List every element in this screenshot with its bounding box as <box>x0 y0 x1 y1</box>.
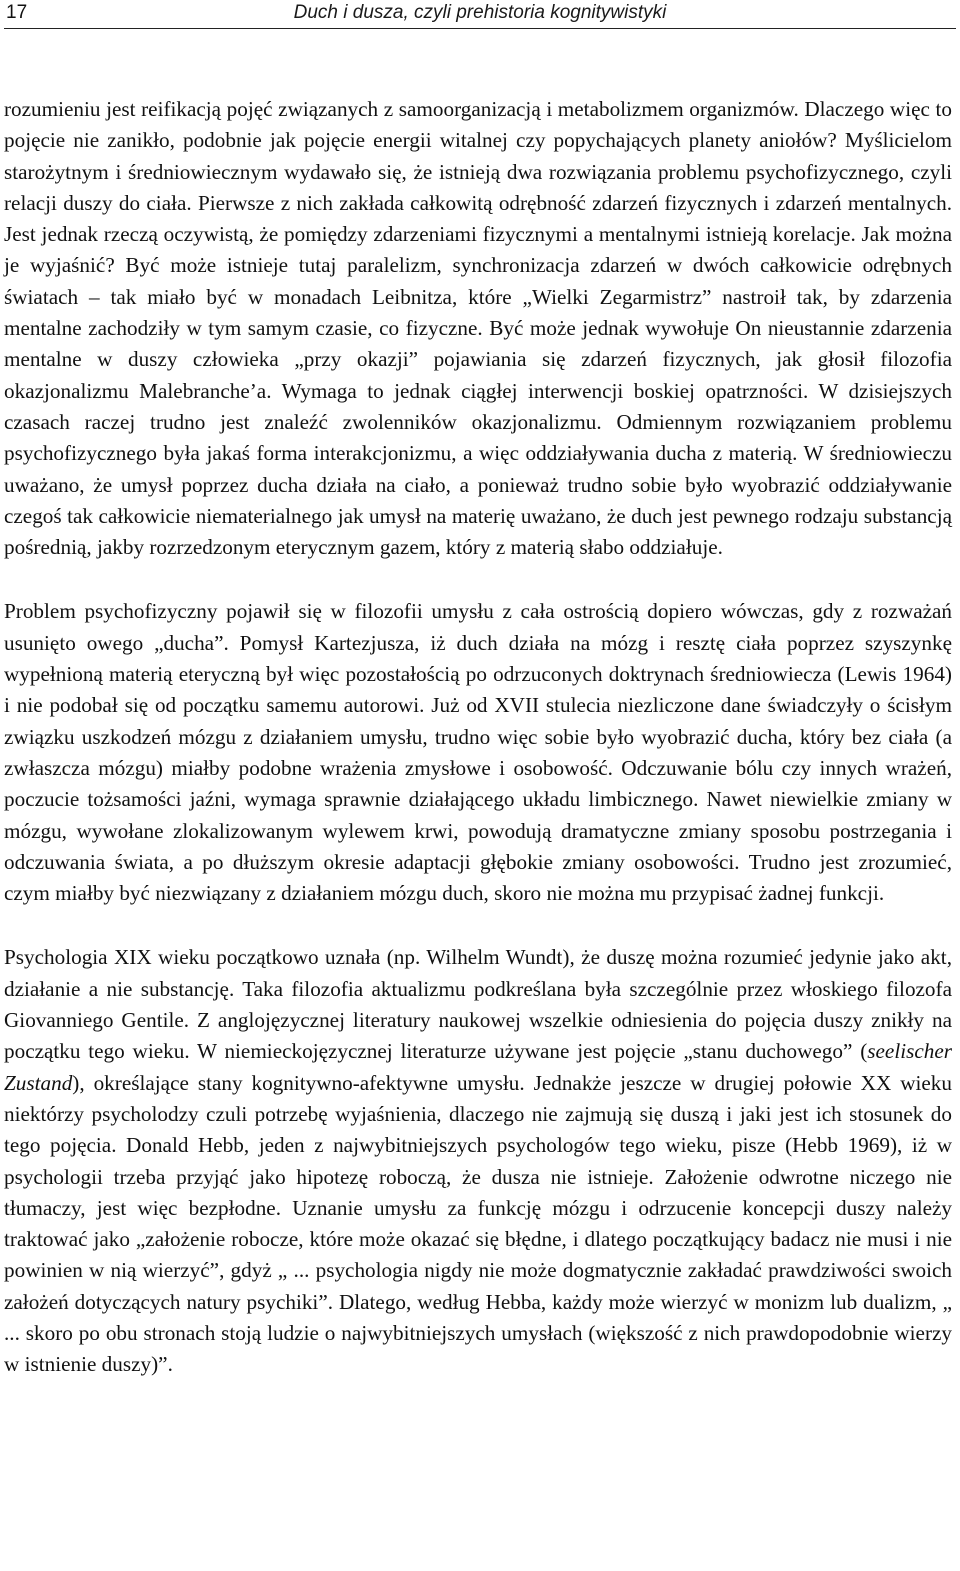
paragraph-2: Problem psychofizyczny pojawił się w filozofii umysłu z cała ostrością dopiero wówczas, gdy z rozważań usunięto owego „ducha”. Pomysł Kartezjusza, iż duch działa na mózg i resztę ciała poprzez szyszynkę wypełnioną materią eteryczną był więc pozostałością po odrzuconych doktrynach średniowiecza (Lewis 1964) i nie podobał się od początku samemu autorowi. Już od XVII stulecia niezliczone dane świadczyły o ścisłym związku uszkodzeń mózgu z działaniem umysłu, trudno więc sobie było wyobrazić ducha, który bez ciała (a zwłaszcza mózgu) miałby podobne wrażenia zmysłowe i osobowość. Odczuwanie bólu czy innych wrażeń, poczucie tożsamości jaźni, wymaga sprawnie działającego układu limbicznego. Nawet niewielkie zmiany w mózgu, wywołane zlokalizowanym wylewem krwi, powodują dramatyczne zmiany sposobu postrzegania i odczuwania świata, a po dłuższym okresie adaptacji głębokie zmiany osobowości. Trudno jest zrozumieć, czym miałby być niezwiązany z działaniem mózgu duch, skoro nie można mu przypisać żadnej funkcji. <box>4 599 952 906</box>
body-text <box>4 94 952 1381</box>
paragraph-3 <box>4 942 952 1380</box>
paragraph-3-text-end: ), określające stany kognitywno-afektywne umysłu. Jednakże jeszcze w drugiej połowie XX wieku niektórzy psycholodzy czuli potrzebę wyjaśnienia, dlaczego nie zajmują się duszą i jaki jest ich stosunek do tego pojęcia. Donald Hebb, jeden z najwybitniejszych psychologów tego wieku, pisze (Hebb 1969), iż w psychologii trzeba przyjąć jako hipotezę roboczą, że dusza nie istnieje. Założenie odwrotne niczego nie tłumaczy, jest więc bezpłodne. Uznanie umysłu za funkcję mózgu i odrzucenie koncepcji duszy należy traktować jako „założenie robocze, które może okazać się błędne, i dlatego początkujący badacz nie musi i nie powinien w nią wierzyć”, gdyż „ ... psychologia nigdy nie może dogmatycznie zakładać prawdziwości swoich założeń dotyczących natury psychiki”. Dlatego, według Hebba, każdy może wierzyć w monizm lub dualizm, „ ... skoro po obu stronach stoją ludzie o najwybitniejszych umysłach (większość z nich prawdopodobnie wierzy w istnienie duszy)”. <box>4 1070 952 1377</box>
paragraph-3-text-start: Psychologia XIX wieku początkowo uznała (np. Wilhelm Wundt), że duszę można rozumieć jedynie jako akt, działanie a nie substancję. Taka filozofia aktualizmu podkreślana była szczególnie przez włoskiego filozofa Giovanniego Gentile. Z anglojęzycznej literatury naukowej wszelkie odniesienia do pojęcia duszy znikły na początku tego wieku. W niemieckojęzycznej literaturze używane jest pojęcie „stanu duchowego” ( <box>4 945 952 1064</box>
page-number: 17 <box>6 2 28 23</box>
page-header <box>4 0 956 29</box>
italic-term: seelischer Zustand <box>4 1039 952 1095</box>
running-title: Duch i dusza, czyli prehistoria kognitywistyki <box>293 2 667 23</box>
paragraph-1: rozumieniu jest reifikacją pojęć związanych z samoorganizacją i metabolizmem organizmów. Dlaczego więc to pojęcie nie zanikło, podobnie jak pojęcie energii witalnej czy popychających planety aniołów? Myślicielom starożytnym i średniowiecznym wydawało się, że istnieją dwa rozwiązania problemu psychofizycznego, czyli relacji duszy do ciała. Pierwsze z nich zakłada całkowitą odrębność zdarzeń fizycznych i zdarzeń mentalnych. Jest jednak rzeczą oczywistą, że pomiędzy zdarzeniami fizycznymi a mentalnymi istnieją korelacje. Jak można je wyjaśnić? Być może istnieje tutaj paralelizm, synchronizacja zdarzeń w dwóch całkowicie odrębnych światach – tak miało być w monadach Leibnitza, które „Wielki Zegarmistrz” nastroił tak, by zdarzenia mentalne zachodziły w tym samym czasie, co fizyczne. Być może jednak wywołuje On nieustannie zdarzenia mentalne w duszy człowieka „przy okazji” pojawiania się zdarzeń fizycznych, jak głosił filozofia okazjonalizmu Malebranche’a. Wymaga to jednak ciągłej interwencji boskiej opatrzności. W dzisiejszych czasach raczej trudno jest znaleźć zwolenników okazjonalizmu. Odmiennym rozwiązaniem problemu psychofizycznego była jakaś forma interakcjonizmu, a więc oddziaływania ducha z materią. W średniowieczu uważano, że umysł poprzez ducha działa na ciało, a ponieważ trudno sobie było wyobrazić oddziaływanie czegoś tak całkowicie niematerialnego jak umysł na materię uważano, że duch jest pewnego rodzaju substancją pośrednią, jakby rozrzedzonym eterycznym gazem, który z materią słabo oddziałuje. <box>4 97 952 560</box>
